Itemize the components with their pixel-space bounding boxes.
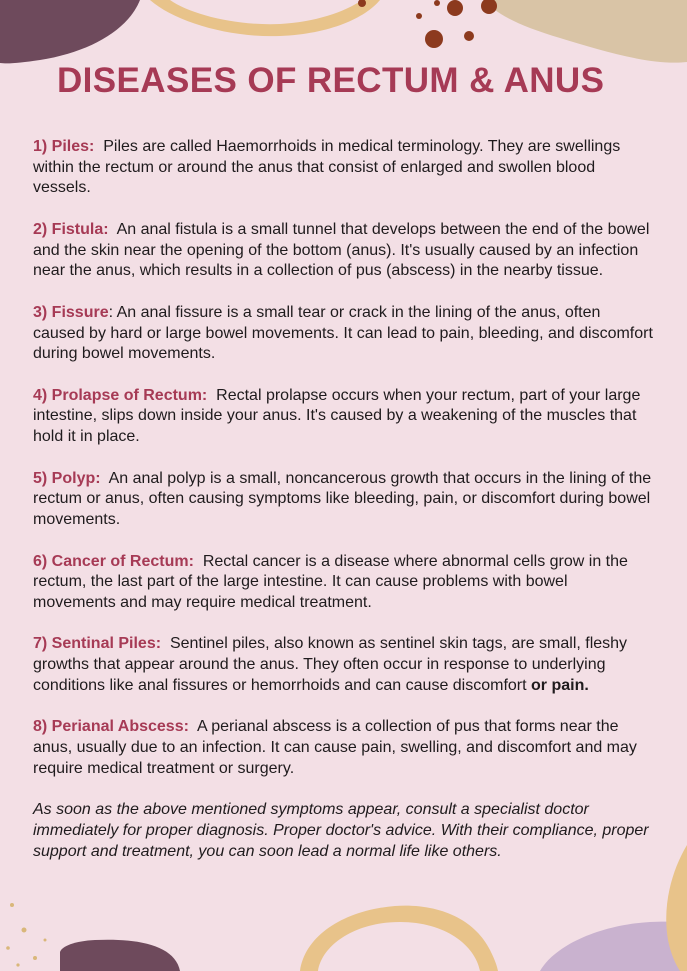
item-label: 7) Sentinal Piles: xyxy=(33,635,162,653)
item-label: 5) Polyp: xyxy=(33,469,101,487)
item-text: An anal fistula is a small tunnel that develops between the end of the bowel and the skin near the opening of the bottom (anus). It's usually caused by an infection near the anus, which results in a collection of pus (abscess) in the nearby tissue. xyxy=(33,220,650,280)
item-text: Piles are called Haemorrhoids in medical terminology. They are swellings within the rectum or around the anus that consist of enlarged and swollen blood vessels. xyxy=(33,138,621,197)
list-item xyxy=(33,220,653,282)
list-item xyxy=(33,717,653,779)
item-label: 6) Cancer of Rectum: xyxy=(33,552,194,570)
item-text: A perianal abscess is a collection of pus that forms near the anus, usually due to an infection. It can cause pain, swelling, and discomfort and may require medical treatment or surgery. xyxy=(33,718,637,777)
page-title: DISEASES OF RECTUM & ANUS xyxy=(57,61,605,100)
top-left-purple-blob xyxy=(0,0,140,63)
list-item xyxy=(33,386,653,448)
closing-note: As soon as the above mentioned symptoms appear, consult a specialist doctor immediately for proper diagnosis. Proper doctor's advice. With their compliance, proper support and treatment, you can soon lead a normal life like others. xyxy=(33,801,649,860)
dot xyxy=(464,31,474,41)
bottom-right-lilac-blob xyxy=(540,922,687,971)
glitter xyxy=(16,963,19,966)
item-label: 1) Piles: xyxy=(33,138,95,155)
item-text-bold: or pain. xyxy=(531,676,589,694)
top-gold-ribbon xyxy=(150,0,380,36)
dot xyxy=(447,0,463,16)
glitter xyxy=(44,939,47,942)
item-text: : An anal fissure is a small tear or crack in the lining of the anus, often caused by hard or large bowel movements. It can lead to pain, bleeding, and discomfort during bowel movements. xyxy=(33,303,653,363)
item-label: 3) Fissure xyxy=(33,303,109,321)
item-label: 8) Perianal Abscess: xyxy=(33,718,189,736)
item-label: 2) Fistula: xyxy=(33,220,109,238)
list-item xyxy=(33,303,653,365)
glitter xyxy=(33,956,37,960)
list-item xyxy=(33,469,653,531)
dot xyxy=(416,13,422,19)
item-text: An anal polyp is a small, noncancerous growth that occurs in the lining of the rectum or anus, often causing symptoms like bleeding, pain, or discomfort during bowel movements. xyxy=(33,469,652,529)
glitter xyxy=(6,946,10,950)
dot xyxy=(425,30,443,48)
item-label: 4) Prolapse of Rectum: xyxy=(33,386,208,404)
disease-list xyxy=(33,137,653,779)
item-text: Rectal prolapse occurs when your rectum, part of your large intestine, slips down inside your anus. It's caused by a weakening of the muscles that hold it in place. xyxy=(33,386,641,446)
item-text: Rectal cancer is a disease where abnormal cells grow in the rectum, the last part of the large intestine. It can cause problems with bowel movements and may require medical treatment. xyxy=(33,552,628,611)
list-item xyxy=(33,552,653,614)
list-item xyxy=(33,634,653,696)
item-text: Sentinel piles, also known as sentinel skin tags, are small, fleshy growths that appear around the anus. They often occur in response to underlying conditions like anal fissures or hemorrhoids and can cause discomfort xyxy=(33,635,628,694)
document-content xyxy=(33,58,653,878)
list-item xyxy=(33,137,653,199)
top-right-beige-blob xyxy=(485,0,687,63)
glitter xyxy=(22,928,27,933)
bottom-gold-swirl xyxy=(300,906,498,971)
bottom-left-purple-blob xyxy=(60,940,180,971)
glitter xyxy=(10,903,14,907)
dot xyxy=(481,0,497,14)
dot xyxy=(434,0,440,6)
